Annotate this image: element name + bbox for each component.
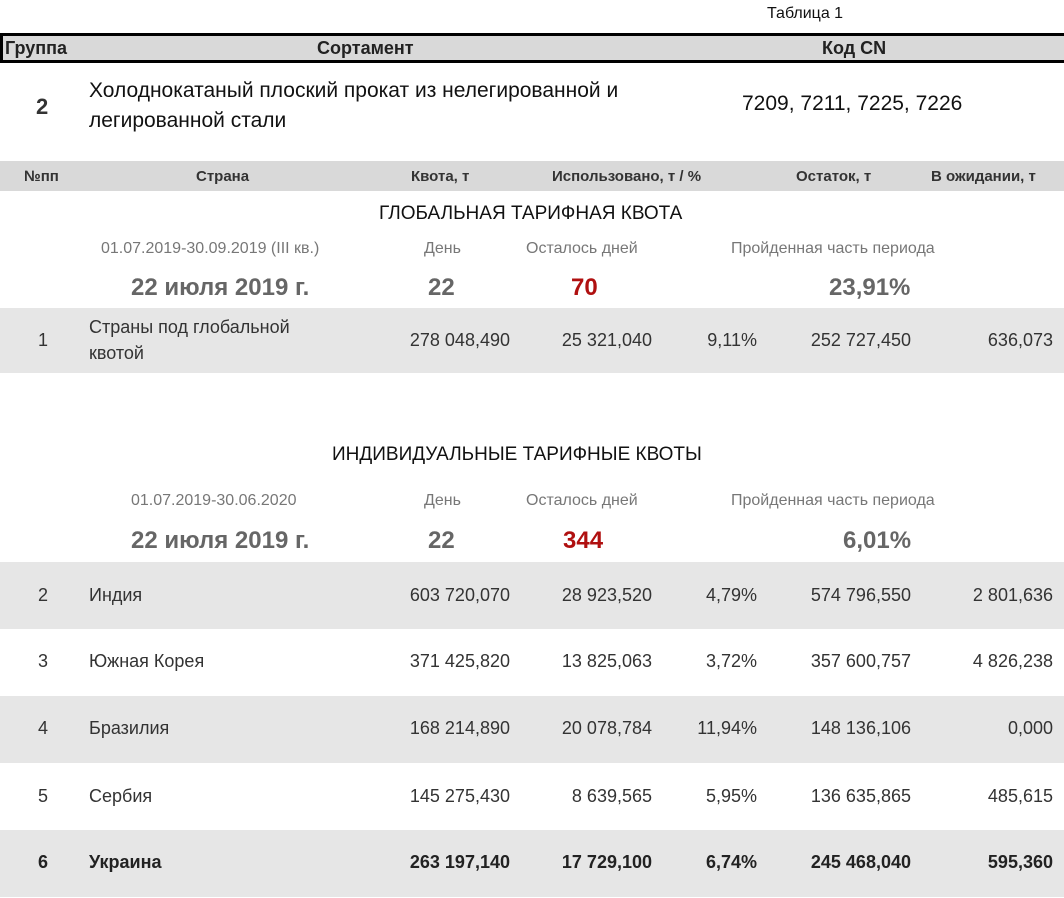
table-label: Таблица 1 (767, 5, 844, 22)
global-section-title: ГЛОБАЛЬНАЯ ТАРИФНАЯ КВОТА (379, 203, 683, 224)
row-no: 3 (38, 651, 49, 671)
row-quota: 168 214,890 (409, 718, 510, 738)
table-row (0, 308, 1064, 373)
column-used: Использовано, т / % (552, 168, 702, 185)
group-name: Холоднокатаный плоский прокат из нелегированной и легированной стали (89, 79, 619, 132)
table-row (0, 696, 1064, 763)
global-passed-label: Пройденная часть периода (731, 240, 935, 257)
row-used-pct: 9,11% (707, 330, 757, 350)
global-days-left-value: 70 (571, 274, 598, 301)
row-no: 2 (38, 585, 49, 605)
row-used-pct: 3,72% (705, 651, 757, 671)
row-used: 25 321,040 (561, 330, 652, 350)
individual-passed-value: 6,01% (843, 527, 912, 554)
row-pending: 595,360 (987, 852, 1053, 872)
cn-code-column-header: Код CN (822, 38, 887, 58)
individual-period: 01.07.2019-30.06.2020 (131, 492, 297, 509)
row-quota: 371 425,820 (409, 651, 510, 671)
row-country: Индия (89, 585, 143, 605)
row-used-pct: 11,94% (697, 718, 757, 738)
column-no: №пп (24, 168, 59, 185)
row-remaining: 357 600,757 (810, 651, 911, 671)
row-used-pct: 6,74% (705, 852, 757, 872)
row-pending: 636,073 (987, 330, 1053, 350)
global-day-label: День (424, 240, 461, 257)
row-used: 28 923,520 (561, 585, 652, 605)
row-pending: 0,000 (1007, 718, 1053, 738)
table-row (0, 629, 1064, 696)
individual-day-value: 22 (428, 527, 455, 554)
group-cn-codes: 7209, 7211, 7225, 7226 (742, 92, 963, 115)
row-country: Страны под глобальной квотой (89, 317, 290, 363)
group-header (0, 33, 1064, 63)
column-quota: Квота, т (411, 168, 470, 185)
row-used-pct: 4,79% (705, 585, 757, 605)
individual-section-title: ИНДИВИДУАЛЬНЫЕ ТАРИФНЫЕ КВОТЫ (332, 444, 702, 465)
table-row (0, 562, 1064, 629)
row-pending: 485,615 (987, 786, 1053, 806)
row-country: Южная Корея (89, 651, 205, 671)
individual-passed-label: Пройденная часть периода (731, 492, 935, 509)
row-used: 8 639,565 (571, 786, 652, 806)
row-remaining: 148 136,106 (810, 718, 911, 738)
column-header-row (0, 161, 1064, 191)
individual-day-label: День (424, 492, 461, 509)
row-no: 6 (38, 852, 49, 872)
row-remaining: 252 727,450 (810, 330, 911, 350)
row-used: 13 825,063 (561, 651, 652, 671)
row-used: 20 078,784 (561, 718, 652, 738)
global-date: 22 июля 2019 г. (131, 274, 310, 301)
row-used: 17 729,100 (561, 852, 652, 872)
column-pending: В ожидании, т (931, 168, 1036, 185)
individual-date: 22 июля 2019 г. (131, 527, 310, 554)
row-no: 1 (38, 330, 49, 350)
row-used-pct: 5,95% (705, 786, 757, 806)
individual-days-left-value: 344 (563, 527, 604, 554)
individual-days-left-label: Осталось дней (526, 492, 638, 509)
global-period: 01.07.2019-30.09.2019 (III кв.) (101, 240, 320, 257)
row-pending: 4 826,238 (972, 651, 1053, 671)
row-country: Бразилия (89, 718, 170, 738)
row-remaining: 245 468,040 (810, 852, 911, 872)
global-passed-value: 23,91% (829, 274, 911, 301)
row-country: Сербия (89, 786, 153, 806)
column-remaining: Остаток, т (796, 168, 872, 185)
column-country: Страна (196, 168, 250, 185)
row-quota: 278 048,490 (409, 330, 510, 350)
row-remaining: 574 796,550 (810, 585, 911, 605)
group-number: 2 (36, 94, 49, 119)
global-day-value: 22 (428, 274, 455, 301)
assortment-column-header: Сортамент (317, 38, 414, 58)
row-quota: 263 197,140 (409, 852, 510, 872)
group-column-header: Группа (5, 38, 68, 58)
row-no: 5 (38, 786, 49, 806)
global-days-left-label: Осталось дней (526, 240, 638, 257)
table-row (0, 763, 1064, 830)
row-pending: 2 801,636 (972, 585, 1053, 605)
row-quota: 145 275,430 (409, 786, 510, 806)
row-remaining: 136 635,865 (810, 786, 911, 806)
table-row-highlighted (0, 830, 1064, 897)
row-country: Украина (89, 852, 162, 872)
row-no: 4 (38, 718, 49, 738)
row-quota: 603 720,070 (409, 585, 510, 605)
